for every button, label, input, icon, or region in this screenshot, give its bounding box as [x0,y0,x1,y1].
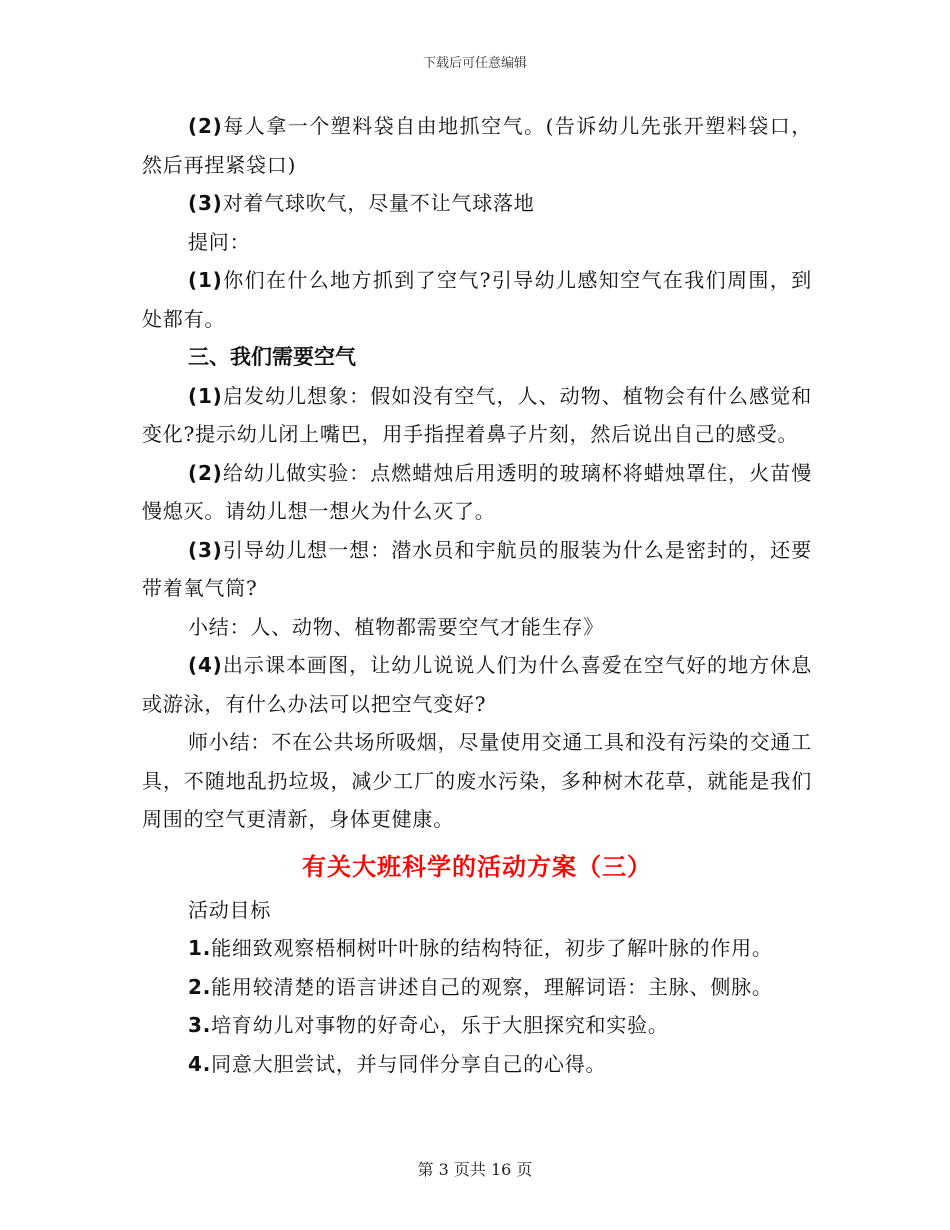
item-text: 对着气球吹气，尽量不让气球落地 [222,191,535,215]
item-text: 给幼儿做实验：点燃蜡烛后用透明的玻璃杯将蜡烛罩住，火苗慢慢熄灭。请幼儿想一想火为什么灭了。 [142,460,812,523]
goal-number: 1. [188,936,212,960]
goal-number: 4. [188,1051,212,1076]
goal-text: 同意大胆尝试，并与同伴分享自己的心得。 [211,1051,607,1076]
item-text: 你们在什么地方抓到了空气?引导幼儿感知空气在我们周围，到处都有。 [142,268,812,331]
goal-number: 2. [188,974,212,999]
goal-text: 能细致观察梧桐树叶叶脉的结构特征，初步了解叶脉的作用。 [211,936,773,960]
item-text: 出示课本画图，让幼儿说说人们为什么喜爱在空气好的地方休息或游泳，有什么办法可以把空气变好? [142,653,812,716]
goal-item [142,1006,812,1045]
page-header: 下载后可任意编辑 [422,56,527,71]
teacher-summary-paragraph: 师小结：不在公共场所吸烟，尽量使用交通工具和没有污染的交通工具，不随地乱扔垃圾，减少工厂的废水污染，多种树木花草，就能是我们周围的空气更清新，身体更健康。 [142,730,812,831]
paragraph-question-1 [142,261,812,338]
goals-label: 活动目标 [188,897,272,922]
item-text: 每人拿一个塑料袋自由地抓空气。(告诉幼儿先张开塑料袋口，然后再捏紧袋口) [142,114,812,177]
item-number: (1) [188,268,223,292]
paragraph-item-3 [142,184,812,223]
item-number: (3) [188,191,223,215]
summary-paragraph: 小结：人、动物、植物都需要空气才能生存》 [188,614,604,639]
item-number: (2) [188,460,223,485]
goal-text: 能用较清楚的语言讲述自己的观察，理解词语：主脉、侧脉。 [211,974,773,999]
plan-title: 有关大班科学的活动方案（三） [302,852,652,881]
document-body [142,107,812,1083]
paragraph-item-3 [142,531,812,608]
paragraph-item-2 [142,107,812,184]
goal-item [142,968,812,1007]
goal-number: 3. [188,1013,212,1037]
paragraph-item-2 [142,454,812,531]
page-footer: 第 3 页共 16 页 [417,1160,533,1179]
item-number: (2) [188,114,223,138]
goal-item [142,1045,812,1084]
question-label: 提问： [188,229,251,254]
section-heading: 三、我们需要空气 [188,345,356,369]
item-text: 启发幼儿想象：假如没有空气，人、动物、植物会有什么感觉和变化?提示幼儿闭上嘴巴，用手指捏着鼻子片刻，然后说出自己的感受。 [142,383,812,446]
item-number: (3) [188,537,223,562]
paragraph-item-1 [142,377,812,454]
item-number: (1) [188,383,223,408]
goal-item [142,929,812,968]
paragraph-item-4 [142,646,812,723]
item-number: (4) [188,653,223,677]
item-text: 引导幼儿想一想：潜水员和宇航员的服装为什么是密封的，还要带着氧气筒? [142,537,812,600]
goal-text: 培育幼儿对事物的好奇心，乐于大胆探究和实验。 [211,1013,669,1037]
